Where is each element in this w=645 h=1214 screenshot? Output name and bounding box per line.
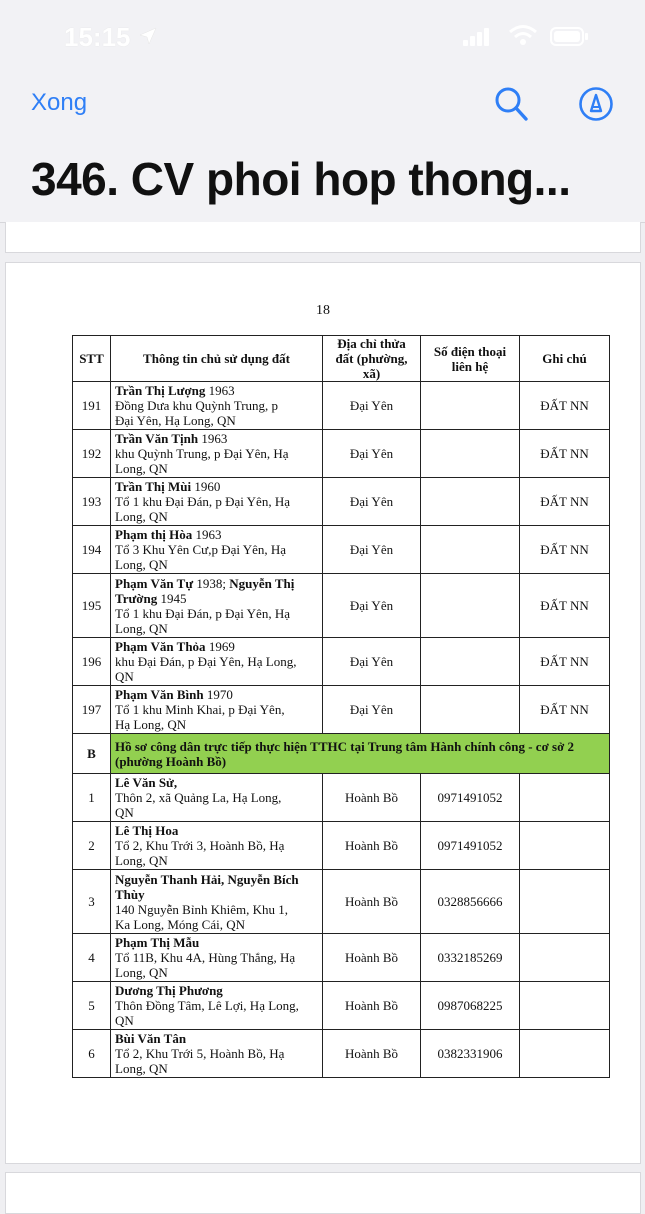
row-stt: 193 — [73, 478, 111, 526]
row-note: ĐẤT NN — [520, 430, 610, 478]
row-note — [520, 822, 610, 870]
row-owner-info: Lê Văn Sử, Thôn 2, xã Quảng La, Hạ Long, QN — [111, 774, 323, 822]
row-phone — [421, 686, 520, 734]
owner-name: Phạm Văn Thỏa — [115, 639, 206, 654]
section-b-label: B — [73, 734, 111, 774]
owner-name-2: Nguyễn Thị Trường — [115, 575, 295, 606]
owner-name: Trần Thị Lượng — [115, 383, 206, 398]
row-owner-info: Trần Thị Mùi 1960 Tổ 1 khu Đại Đán, p Đại Yên, Hạ Long, QN — [111, 478, 323, 526]
header-stt: STT — [73, 336, 111, 382]
row-owner-info: Phạm Văn Bình 1970 Tổ 1 khu Minh Khai, p Đại Yên, Hạ Long, QN — [111, 686, 323, 734]
row-stt: 191 — [73, 382, 111, 430]
table-row — [73, 686, 610, 734]
row-owner-info: Lê Thị Hoa Tổ 2, Khu Trới 3, Hoành Bồ, Hạ Long, QN — [111, 822, 323, 870]
table-row — [73, 430, 610, 478]
row-note: ĐẤT NN — [520, 574, 610, 638]
row-phone: 0332185269 — [421, 934, 520, 982]
row-note — [520, 870, 610, 934]
owner-name: Phạm Văn Bình — [115, 687, 204, 702]
row-phone — [421, 574, 520, 638]
row-owner-info: Phạm Văn Thỏa 1969 khu Đại Đán, p Đại Yên, Hạ Long, QN — [111, 638, 323, 686]
row-owner-info: Phạm thị Hòa 1963 Tổ 3 Khu Yên Cư,p Đại Yên, Hạ Long, QN — [111, 526, 323, 574]
owner-name: Bùi Văn Tân — [115, 1031, 187, 1046]
row-phone: 0328856666 — [421, 870, 520, 934]
top-bar — [0, 0, 645, 223]
status-time: 15:15 — [64, 22, 131, 52]
row-stt: 4 — [73, 934, 111, 982]
row-note — [520, 982, 610, 1030]
table-row — [73, 934, 610, 982]
header-address: Địa chỉ thửa đất (phường, xã) — [323, 336, 421, 382]
row-note — [520, 934, 610, 982]
table-row — [73, 638, 610, 686]
row-address: Đại Yên — [323, 526, 421, 574]
row-phone — [421, 478, 520, 526]
owner-name: Trần Thị Mùi — [115, 479, 192, 494]
row-phone — [421, 430, 520, 478]
section-b-row — [73, 734, 610, 774]
battery-icon — [550, 27, 590, 47]
row-note: ĐẤT NN — [520, 382, 610, 430]
row-stt: 2 — [73, 822, 111, 870]
table-row — [73, 774, 610, 822]
land-owner-table — [72, 335, 610, 1078]
row-note: ĐẤT NN — [520, 638, 610, 686]
row-owner-info: Phạm Văn Tự 1938; Nguyễn Thị Trường 1945 Tổ 1 khu Đại Đán, p Đại Yên, Hạ Long, QN — [111, 574, 323, 638]
row-address: Đại Yên — [323, 638, 421, 686]
row-owner-info: Trần Thị Lượng 1963 Đồng Dưa khu Quỳnh Trung, p Đại Yên, Hạ Long, QN — [111, 382, 323, 430]
row-address: Hoành Bồ — [323, 822, 421, 870]
section-b-title: Hồ sơ công dân trực tiếp thực hiện TTHC tại Trung tâm Hành chính công - cơ sở 2 (phường Hoành Bồ) — [111, 734, 610, 774]
row-stt: 5 — [73, 982, 111, 1030]
search-icon[interactable] — [494, 86, 528, 122]
header-phone: Số điện thoại liên hệ — [421, 336, 520, 382]
row-note: ĐẤT NN — [520, 686, 610, 734]
owner-name: Lê Văn Sử, — [115, 775, 178, 790]
owner-name: Nguyễn Thanh Hải, Nguyễn Bích Thùy — [115, 871, 299, 902]
row-stt: 197 — [73, 686, 111, 734]
markup-pen-icon[interactable] — [578, 86, 614, 122]
header-owner: Thông tin chủ sử dụng đất — [111, 336, 323, 382]
next-page-edge — [5, 1172, 641, 1214]
row-phone: 0971491052 — [421, 774, 520, 822]
table-row — [73, 822, 610, 870]
row-phone — [421, 382, 520, 430]
row-address: Đại Yên — [323, 478, 421, 526]
table-row — [73, 870, 610, 934]
row-stt: 1 — [73, 774, 111, 822]
row-phone: 0987068225 — [421, 982, 520, 1030]
table-row — [73, 1030, 610, 1078]
pdf-page — [5, 262, 641, 1164]
row-owner-info: Bùi Văn Tân Tổ 2, Khu Trới 5, Hoành Bồ, Hạ Long, QN — [111, 1030, 323, 1078]
row-stt: 192 — [73, 430, 111, 478]
table-row — [73, 526, 610, 574]
row-address: Hoành Bồ — [323, 934, 421, 982]
row-note — [520, 774, 610, 822]
row-owner-info: Nguyễn Thanh Hải, Nguyễn Bích Thùy 140 Nguyễn Bỉnh Khiêm, Khu 1, Ka Long, Móng Cái, QN — [111, 870, 323, 934]
row-stt: 195 — [73, 574, 111, 638]
row-address: Hoành Bồ — [323, 870, 421, 934]
owner-name: Dương Thị Phương — [115, 983, 223, 998]
wifi-icon — [508, 24, 538, 46]
row-owner-info: Dương Thị Phương Thôn Đồng Tâm, Lê Lợi, Hạ Long, QN — [111, 982, 323, 1030]
page-number: 18 — [316, 303, 330, 318]
row-stt: 196 — [73, 638, 111, 686]
row-address: Hoành Bồ — [323, 982, 421, 1030]
row-owner-info: Phạm Thị Mẫu Tổ 11B, Khu 4A, Hùng Thắng, Hạ Long, QN — [111, 934, 323, 982]
table-row — [73, 478, 610, 526]
owner-name: Phạm thị Hòa — [115, 527, 193, 542]
table-row — [73, 982, 610, 1030]
row-address: Đại Yên — [323, 574, 421, 638]
table-header-row — [73, 336, 610, 382]
row-address: Hoành Bồ — [323, 1030, 421, 1078]
row-address: Đại Yên — [323, 686, 421, 734]
location-arrow-icon — [138, 26, 158, 46]
owner-name: Trần Văn Tịnh — [115, 431, 199, 446]
owner-name: Phạm Văn Tự — [115, 575, 194, 591]
row-phone: 0971491052 — [421, 822, 520, 870]
row-address: Đại Yên — [323, 382, 421, 430]
row-note: ĐẤT NN — [520, 478, 610, 526]
row-address: Hoành Bồ — [323, 774, 421, 822]
row-note: ĐẤT NN — [520, 526, 610, 574]
document-title: 346. CV phoi hop thong... — [31, 153, 571, 205]
row-owner-info: Trần Văn Tịnh 1963 khu Quỳnh Trung, p Đại Yên, Hạ Long, QN — [111, 430, 323, 478]
status-bar — [0, 0, 645, 70]
header-note: Ghi chú — [520, 336, 610, 382]
cellular-signal-icon — [463, 28, 491, 46]
row-stt: 194 — [73, 526, 111, 574]
row-phone — [421, 638, 520, 686]
done-button[interactable]: Xong — [31, 89, 88, 116]
row-note — [520, 1030, 610, 1078]
previous-page-edge — [5, 222, 641, 253]
row-stt: 3 — [73, 870, 111, 934]
owner-name: Phạm Thị Mẫu — [115, 935, 200, 950]
row-phone — [421, 526, 520, 574]
row-address: Đại Yên — [323, 430, 421, 478]
row-phone: 0382331906 — [421, 1030, 520, 1078]
table-row — [73, 382, 610, 430]
owner-name: Lê Thị Hoa — [115, 823, 179, 838]
row-stt: 6 — [73, 1030, 111, 1078]
table-row — [73, 574, 610, 638]
